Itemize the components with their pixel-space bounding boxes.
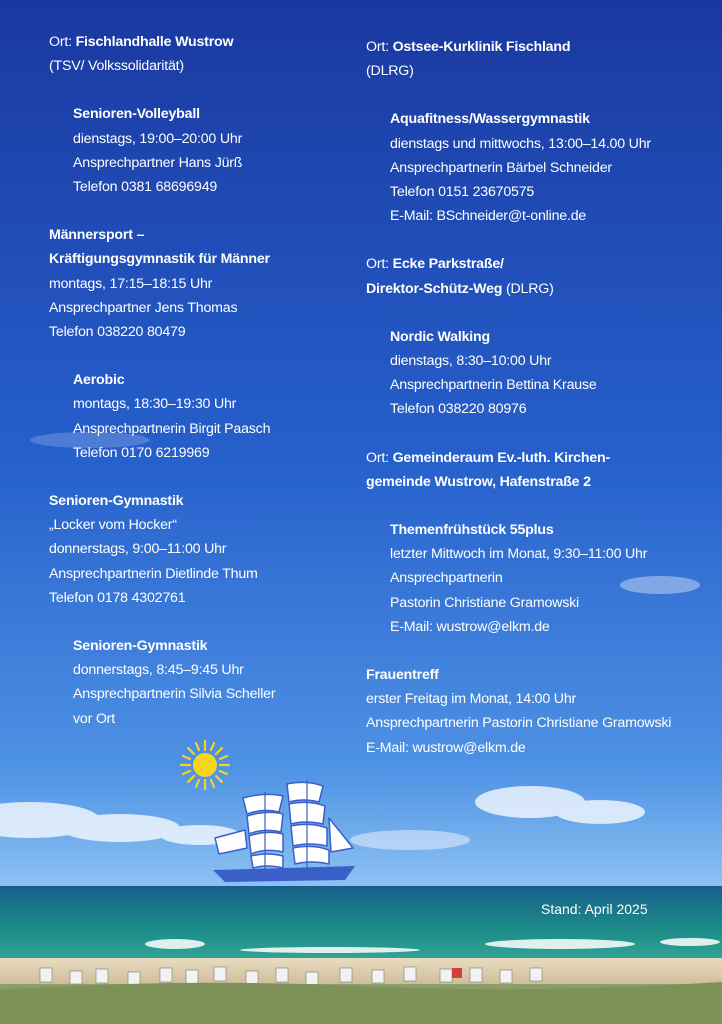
course-contact: Ansprechpartnerin Birgit Paasch [73,420,271,437]
location-gemeinderaum [366,446,696,494]
course-title: Senioren-Gymnastik [49,493,184,510]
course-time: dienstags, 19:00–20:00 Uhr [73,130,243,147]
course-phone: Telefon 0170 6219969 [73,444,210,461]
course-title: Frauentreff [366,667,439,684]
course-contact-2: Pastorin Christiane Gramowski [390,594,579,611]
location-organizer: (DLRG) [366,63,414,80]
course-time: donnerstags, 8:45–9:45 Uhr [73,662,244,679]
course-title: Aquafitness/Wassergymnastik [390,111,590,128]
course-aquafitness [366,107,696,228]
course-contact: Ansprechpartnerin [390,570,503,587]
location-prefix: Ort: [366,256,393,273]
course-time: montags, 18:30–19:30 Uhr [73,396,237,413]
course-contact: Ansprechpartner Hans Jürß [73,154,243,171]
course-contact: Ansprechpartnerin Bärbel Schneider [390,159,612,176]
course-senioren-gymnastik-2 [49,634,349,731]
course-time: letzter Mittwoch im Monat, 9:30–11:00 Uhr [390,546,648,563]
left-column [49,30,349,755]
location-organizer: (DLRG) [502,280,554,297]
revision-date: Stand: April 2025 [541,901,648,917]
course-phone: Telefon 0381 68696949 [73,179,218,196]
course-nordic-walking [366,325,696,422]
course-maennersport [49,223,349,344]
course-contact: Ansprechpartnerin Dietlinde Thum [49,565,258,582]
course-themenfruehstueck [366,518,696,639]
course-phone: Telefon 038220 80479 [49,324,186,341]
location-name: Gemeinderaum Ev.-luth. Kirchen- [392,449,611,466]
location-name: Ecke Parkstraße/ [392,256,504,273]
course-phone: Telefon 0178 4302761 [49,589,186,606]
course-email: E-Mail: wustrow@elkm.de [366,739,526,756]
course-email: E-Mail: wustrow@elkm.de [390,618,550,635]
course-contact: Ansprechpartnerin Pastorin Christiane Gramowski [366,715,672,732]
course-title: Nordic Walking [390,328,490,345]
course-senioren-volleyball [49,102,349,199]
right-column [366,35,696,784]
course-time: donnerstags, 9:00–11:00 Uhr [49,541,227,558]
location-kurklinik [366,35,696,83]
location-name: Fischlandhalle Wustrow [75,34,234,50]
course-contact: Ansprechpartner Jens Thomas [49,299,238,316]
course-aerobic [49,368,349,465]
course-title-2: Kräftigungsgymnastik für Männer [49,251,270,268]
course-phone: Telefon 038220 80976 [390,401,527,418]
location-fischlandhalle [49,30,349,78]
location-name-2: gemeinde Wustrow, Hafenstraße 2 [366,473,591,490]
course-title: Männersport – [49,227,145,244]
location-organizer: (TSV/ Volkssolidarität) [49,58,184,75]
course-title: Senioren-Gymnastik [73,638,208,655]
location-prefix: Ort: [49,34,76,50]
course-title: Themenfrühstück 55plus [390,522,554,539]
course-contact: Ansprechpartnerin Silvia Scheller [73,686,276,703]
course-senioren-gymnastik-1 [49,489,349,610]
location-name: Ostsee-Kurklinik Fischland [392,39,571,55]
course-note: vor Ort [73,710,115,727]
course-frauentreff [366,663,696,760]
location-parkstrasse [366,252,696,300]
course-email: E-Mail: BSchneider@t-online.de [390,208,587,225]
course-contact: Ansprechpartnerin Bettina Krause [390,377,597,394]
course-subtitle: „Locker vom Hocker“ [49,517,177,534]
location-prefix: Ort: [366,449,393,466]
course-title: Senioren-Volleyball [73,106,200,123]
course-time: erster Freitag im Monat, 14:00 Uhr [366,691,577,708]
location-name-2: Direktor-Schütz-Weg [366,280,503,297]
course-time: dienstags, 8:30–10:00 Uhr [390,353,552,370]
course-time: dienstags und mittwochs, 13:00–14.00 Uhr [390,135,651,152]
course-title: Aerobic [73,372,125,389]
course-phone: Telefon 0151 23670575 [390,184,535,201]
course-time: montags, 17:15–18:15 Uhr [49,275,213,292]
location-prefix: Ort: [366,39,393,55]
